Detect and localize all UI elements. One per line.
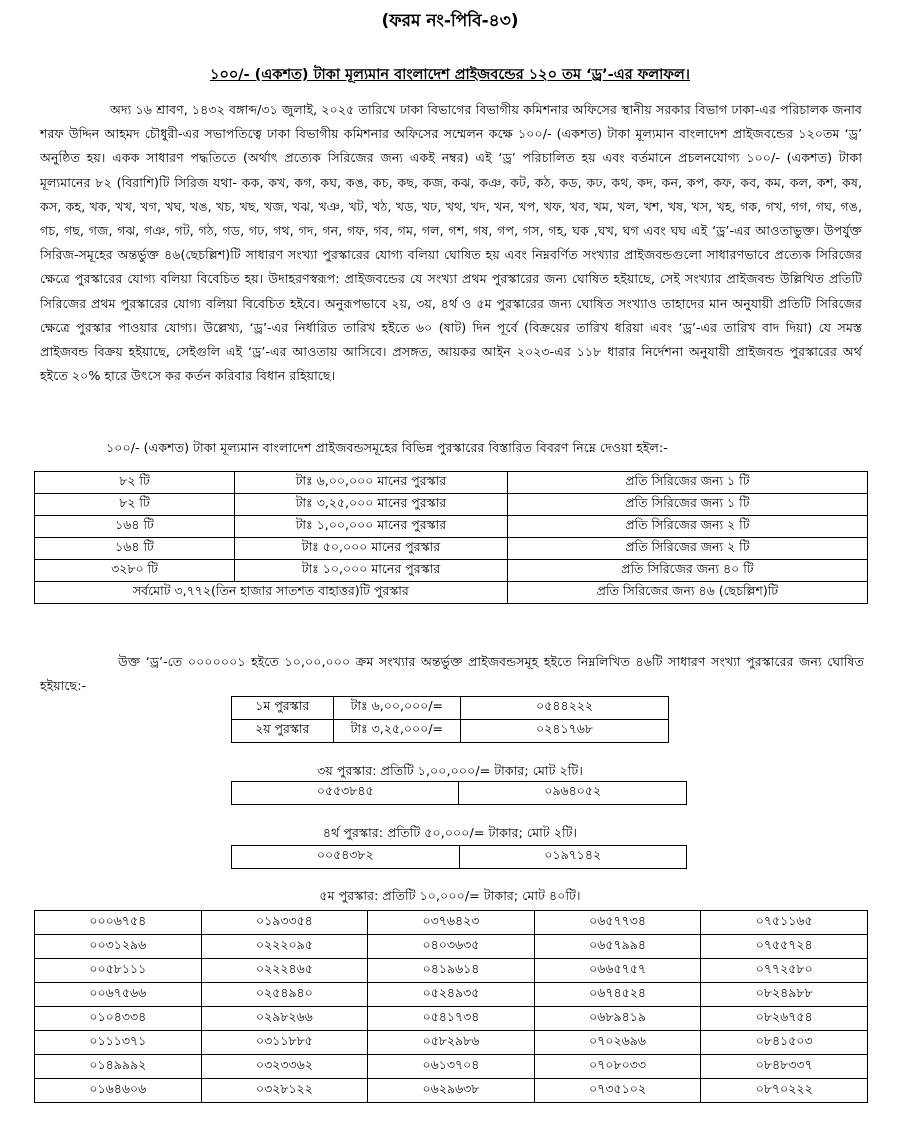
prize-count-cell: ৮২ টি xyxy=(35,494,235,516)
prize-number-cell: ০১৯৩৩৫৪ xyxy=(201,911,368,935)
prize-number-cell: ০৬৫৭৭৩৪ xyxy=(534,911,701,935)
prize-number-cell: ০৫৪১৭৩৪ xyxy=(368,1007,535,1031)
prize-count-cell: ১৬৪ টি xyxy=(35,516,235,538)
table-row xyxy=(35,1079,868,1103)
total-per-series-cell: প্রতি সিরিজের জন্য ৪৬ (ছেচল্লিশ)টি xyxy=(507,582,867,604)
form-number: (ফরম নং-পিবি-৪৩) xyxy=(381,11,519,31)
prize-count-cell: ৮২ টি xyxy=(35,472,235,494)
prize-label-cell: ১ম পুরস্কার xyxy=(232,697,334,720)
prize-number-cell: ০২৪১৭৬৮ xyxy=(461,720,669,743)
prize-amount-cell: টাঃ ৩,২৫,০০০ মানের পুরস্কার xyxy=(235,494,508,516)
table-row xyxy=(35,959,868,983)
prize-number-cell: ০৭৩৫১০২ xyxy=(534,1079,701,1103)
prize-amount-cell: টাঃ ৩,২৫,০০০/= xyxy=(333,720,461,743)
prize-number-cell: ০৬৮৯৪১৯ xyxy=(534,1007,701,1031)
prize-count-cell: ৩২৮০ টি xyxy=(35,560,235,582)
prize-number-cell: ০৬৭৪৫২৪ xyxy=(534,983,701,1007)
prize-amount-cell: টাঃ ৬,০০,০০০ মানের পুরস্কার xyxy=(235,472,508,494)
prize-number-cell: ০৬৫৭৯৯৪ xyxy=(534,935,701,959)
declared-numbers-paragraph: উক্ত ‘ড্র’-তে ০০০০০০১ হইতে ১০,০০,০০০ ক্রম সংখ্যার অন্তর্ভুক্ত প্রাইজবন্ডসমূহ হইতে নিম্নলিখিত ৪৬টি সাধারণ সংখ্যা পুরস্কারের জন্য ঘোষিত হইয়াছে:- xyxy=(40,654,864,693)
prize-number-cell: ০১৯৭১৪২ xyxy=(459,846,687,869)
prize-number-cell: ০১৪৯৯৯২ xyxy=(35,1055,202,1079)
prize-number-cell: ০৮৪১৫০৩ xyxy=(701,1031,868,1055)
per-series-cell: প্রতি সিরিজের জন্য ১ টি xyxy=(507,494,867,516)
table-row xyxy=(232,782,687,805)
prize-number-cell: ০০৫৮১১১ xyxy=(35,959,202,983)
third-prize-table xyxy=(231,781,687,805)
prize-number-cell: ০৮২৬৭৫৪ xyxy=(701,1007,868,1031)
table-row xyxy=(232,697,669,720)
table-row xyxy=(35,911,868,935)
prize-count-cell: ১৬৪ টি xyxy=(35,538,235,560)
prize-number-cell: ০১১১৩৭১ xyxy=(35,1031,202,1055)
prize-number-cell: ০৭০৮০৩৩ xyxy=(534,1055,701,1079)
prize-number-cell: ০৫৫৩৮৪৫ xyxy=(232,782,459,805)
prize-number-cell: ০৩২৩৩৬২ xyxy=(201,1055,368,1079)
prize-number-cell: ০৫৮২৯৮৬ xyxy=(368,1031,535,1055)
prize-number-cell: ০০৫৪৩৮২ xyxy=(232,846,460,869)
fifth-prize-caption: ৫ম পুরস্কার: প্রতিটি ১০,০০০/= টাকার; মোট ৪০টি। xyxy=(319,888,581,903)
prize-number-cell: ০৫২৪৯৩৫ xyxy=(368,983,535,1007)
prize-amount-cell: টাঃ ৬,০০,০০০/= xyxy=(333,697,461,720)
third-prize-caption: ৩য় পুরস্কার: প্রতিটি ১,০০,০০০/= টাকার; মোট ২টি। xyxy=(317,763,583,778)
prize-label-cell: ২য় পুরস্কার xyxy=(232,720,334,743)
prize-number-cell: ০০৬৭৫৬৬ xyxy=(35,983,202,1007)
fourth-prize-caption: ৪র্থ পুরস্কার: প্রতিটি ৫০,০০০/= টাকার; মোট ২টি। xyxy=(322,825,578,840)
prize-number-cell: ০১৬৪৬০৬ xyxy=(35,1079,202,1103)
prize-amount-cell: টাঃ ১,০০,০০০ মানের পুরস্কার xyxy=(235,516,508,538)
prize-number-cell: ০২৯৮২৬৬ xyxy=(201,1007,368,1031)
total-prizes-cell: সর্বমোট ৩,৭৭২(তিন হাজার সাতশত বাহাত্তর)টি পুরস্কার xyxy=(35,582,508,604)
table-row xyxy=(35,516,868,538)
prize-number-cell: ০৭৫১১৬৫ xyxy=(701,911,868,935)
prize-number-cell: ০৪১৯৬১৪ xyxy=(368,959,535,983)
fifth-prize-table xyxy=(34,910,868,1103)
prize-number-cell: ০০০৬৭৫৪ xyxy=(35,911,202,935)
prize-number-cell: ০৬৬৫৭৫৭ xyxy=(534,959,701,983)
prize-number-cell: ০৩২৮১২২ xyxy=(201,1079,368,1103)
table-row xyxy=(232,720,669,743)
prize-number-cell: ০৬১৩৭০৪ xyxy=(368,1055,535,1079)
table-row xyxy=(35,494,868,516)
prize-number-cell: ০০৩১২৯৬ xyxy=(35,935,202,959)
prize-details-intro: ১০০/- (একশত) টাকা মূল্যমান বাংলাদেশ প্রাইজবন্ডসমূহের বিভিন্ন পুরস্কারের বিস্তারিত বিবরণ নিম্নে দেওয়া হইল:- xyxy=(106,440,668,455)
table-row xyxy=(35,935,868,959)
prize-number-cell: ০৪০৩৬৩৫ xyxy=(368,935,535,959)
prize-number-cell: ০২২২০৯৫ xyxy=(201,935,368,959)
top-prizes-table xyxy=(231,696,669,743)
table-row xyxy=(35,983,868,1007)
fourth-prize-table xyxy=(231,845,687,869)
prize-number-cell: ০২২২৪৬৫ xyxy=(201,959,368,983)
prize-number-cell: ০৮৭০২২২ xyxy=(701,1079,868,1103)
draw-description-paragraph: অদ্য ১৬ শ্রাবণ, ১৪৩২ বঙ্গাব্দ/৩১ জুলাই, ২০২৫ তারিখে ঢাকা বিভাগের বিভাগীয় কমিশনার অফিসের স্থানীয় সরকার বিভাগ ঢাকা-এর পরিচালক জনাব শরফ উদ্দিন আহমদ চৌধুরী-এর সভাপতিত্বে ঢাকা বিভাগীয় কমিশনার অফিসের সম্মেলন কক্ষে ১০০/- (একশত) টাকা মূল্যমান বাংলাদেশ প্রাইজবন্ডের ১২০তম ‘ড্র’ অনুষ্ঠিত হয়। একক সাধারণ পদ্ধতিতে (অর্থাৎ প্রত্যেক সিরিজের জন্য একই নম্বর) এই ‘ড্র’ পরিচালিত হয় এবং বর্তমানে প্রচলনযোগ্য ১০০/- (একশত) টাকা মূল্যমানের ৮২ (বিরাশি)টি সিরিজ যথা- কক, কখ, কগ, কঘ, কঙ, কচ, কছ, কজ, কঝ, কঞ, কট, কঠ, কড, কঢ, কথ, কদ, কন, কপ, কফ, কব, কম, কল, কশ, কষ, কস, কহ, খক, খখ, খগ, খঘ, খঙ, খচ, খছ, খজ, খঝ, খঞ, খট, খঠ, খড, খঢ, খথ, খদ, খন, খপ, খফ, খব, খম, খল, খশ, খষ, খস, খহ, গক, গখ, গগ, গঘ, গঙ, গচ, গছ, গজ, গঝ, গঞ, গট, গঠ, গড, গঢ, গথ, গদ, গন, গফ, গব, গম, গল, গশ, গষ, গপ, গস, গহ, ঘক ,ঘখ, ঘগ এবং ঘঘ এই ‘ড্র’-এর আওতাভুক্ত। উপর্যুক্ত সিরিজ-সমূহের অন্তর্ভুক্ত ৪৬(ছেচল্লিশ)টি সাধারণ সংখ্যা পুরস্কারের যোগ্য বলিয়া ঘোষিত হয় এবং নিম্নবর্ণিত সংখ্যার প্রাইজবন্ডগুলো সাধারণভাবে প্রত্যেক সিরিজের ক্ষেত্রে পুরস্কারের যোগ্য বলিয়া বিবেচিত হয়। উদাহরণস্বরূপ: প্রাইজবন্ডের যে সংখ্যা প্রথম পুরস্কারের জন্য ঘোষিত হইয়াছে, সেই সংখ্যার প্রাইজবন্ড উল্লিখিত প্রতিটি সিরিজের প্রথম পুরস্কারের যোগ্য বলিয়া বিবেচিত হইবে। অনুরূপভাবে ২য়, ৩য়, ৪র্থ ও ৫ম পুরস্কারের জন্য ঘোষিত সংখ্যাও তাহাদের মান অনুযায়ী প্রতিটি সিরিজের ক্ষেত্রে পুরস্কার পাওয়ার যোগ্য। উল্লেখ্য, ‘ড্র’-এর নির্ধারিত তারিখ হইতে ৬০ (ষাট) দিন পূর্বে (বিক্রয়ের তারিখ ধরিয়া এবং ‘ড্র’-এর তারিখ বাদ দিয়া) যে সমস্ত প্রাইজবন্ড বিক্রয় হইয়াছে, সেইগুলি এই ‘ড্র’-এর আওতায় আসিবে। প্রসঙ্গত, আয়কর আইন ২০২৩-এর ১১৮ ধারার নির্দেশনা অনুযায়ী প্রাইজবন্ড পুরস্কারের অর্থ হইতে ২০% হারে উৎসে কর কর্তন করিবার বিধান রহিয়াছে। xyxy=(40,102,862,384)
table-row xyxy=(35,560,868,582)
prize-number-cell: ০৯৬৪০৫২ xyxy=(459,782,687,805)
prize-number-cell: ০৬২৯৬৩৮ xyxy=(368,1079,535,1103)
table-row xyxy=(232,846,687,869)
table-row xyxy=(35,538,868,560)
table-row xyxy=(35,472,868,494)
table-row xyxy=(35,1007,868,1031)
prize-number-cell: ০৫৪৪২২২ xyxy=(461,697,669,720)
per-series-cell: প্রতি সিরিজের জন্য ৪০ টি xyxy=(507,560,867,582)
prize-number-cell: ০৮৪৮৩৩৭ xyxy=(701,1055,868,1079)
per-series-cell: প্রতি সিরিজের জন্য ২ টি xyxy=(507,516,867,538)
prize-number-cell: ০৭৭২৫৮০ xyxy=(701,959,868,983)
table-total-row xyxy=(35,582,868,604)
prize-number-cell: ০২৫৪৯৪০ xyxy=(201,983,368,1007)
prize-amount-cell: টাঃ ৫০,০০০ মানের পুরস্কার xyxy=(235,538,508,560)
table-row xyxy=(35,1055,868,1079)
prize-number-cell: ০৭৫৫৭২৪ xyxy=(701,935,868,959)
prize-number-cell: ০৮২৪৯৮৮ xyxy=(701,983,868,1007)
prize-summary-table xyxy=(34,471,868,604)
per-series-cell: প্রতি সিরিজের জন্য ১ টি xyxy=(507,472,867,494)
result-headline: ১০০/- (একশত) টাকা মূল্যমান বাংলাদেশ প্রাইজবন্ডের ১২০ তম ‘ড্র’-এর ফলাফল। xyxy=(210,67,690,83)
prize-amount-cell: টাঃ ১০,০০০ মানের পুরস্কার xyxy=(235,560,508,582)
per-series-cell: প্রতি সিরিজের জন্য ২ টি xyxy=(507,538,867,560)
prize-number-cell: ০৭০২৬৯৬ xyxy=(534,1031,701,1055)
table-row xyxy=(35,1031,868,1055)
prize-number-cell: ০৩১১৮৮৫ xyxy=(201,1031,368,1055)
prize-number-cell: ০৩৭৬৪২৩ xyxy=(368,911,535,935)
prize-number-cell: ০১০৪৩৩৪ xyxy=(35,1007,202,1031)
